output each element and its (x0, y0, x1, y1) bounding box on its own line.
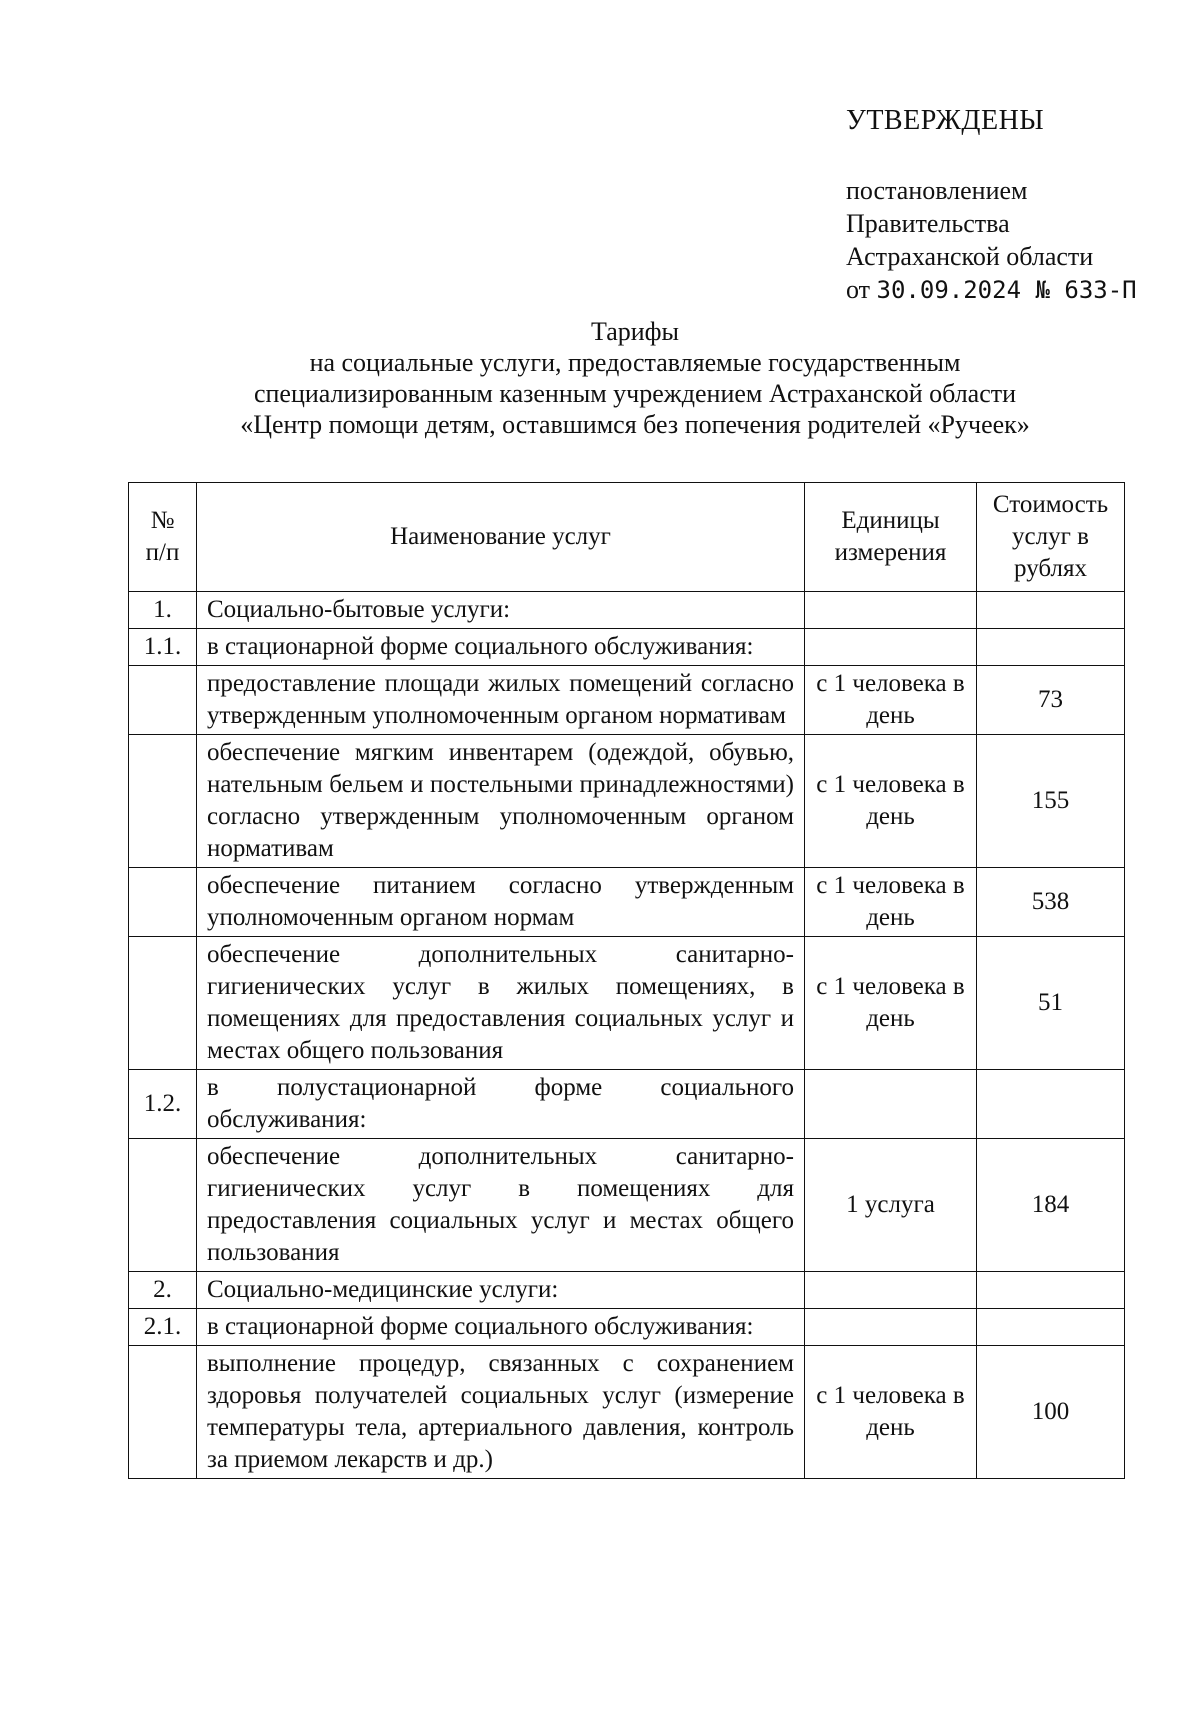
cell-price: 51 (977, 937, 1125, 1070)
cell-price (977, 1070, 1125, 1139)
cell-price: 73 (977, 666, 1125, 735)
cell-num: 2. (129, 1272, 197, 1309)
cell-unit: с 1 человека в день (805, 1346, 977, 1479)
cell-unit: с 1 человека в день (805, 735, 977, 868)
cell-name: Социально-бытовые услуги: (197, 592, 805, 629)
approval-line-region: Астраханской области (846, 242, 1094, 271)
cell-price: 155 (977, 735, 1125, 868)
approval-date-line (846, 273, 1176, 307)
header-num: № п/п (129, 483, 197, 592)
title-line-4: «Центр помощи детям, оставшимся без попечения родителей «Ручеек» (240, 410, 1030, 439)
approval-line-resolution: постановлением (846, 176, 1028, 205)
table-row (129, 1070, 1125, 1139)
cell-unit: с 1 человека в день (805, 937, 977, 1070)
cell-num: 1. (129, 592, 197, 629)
approval-date-prefix: от (846, 275, 871, 304)
cell-unit: с 1 человека в день (805, 666, 977, 735)
header-unit: Единицы измерения (805, 483, 977, 592)
cell-name: обеспечение дополнительных санитарно-гигиенических услуг в жилых помещениях, в помещениях для предоставления социальных услуг и местах общего пользования (197, 937, 805, 1070)
cell-unit: с 1 человека в день (805, 868, 977, 937)
cell-price (977, 1272, 1125, 1309)
cell-unit (805, 1272, 977, 1309)
table-row (129, 592, 1125, 629)
cell-name: выполнение процедур, связанных с сохранением здоровья получателей социальных услуг (измерение температуры тела, артериального давления, контроль за приемом лекарств и др.) (197, 1346, 805, 1479)
approval-heading: УТВЕРЖДЕНЫ (846, 105, 1045, 136)
table-row (129, 629, 1125, 666)
table-row (129, 937, 1125, 1070)
cell-price: 100 (977, 1346, 1125, 1479)
title-line-2: на социальные услуги, предоставляемые государственным (309, 348, 961, 377)
cell-name: предоставление площади жилых помещений согласно утвержденным уполномоченным органом нормативам (197, 666, 805, 735)
header-name: Наименование услуг (197, 483, 805, 592)
cell-price: 184 (977, 1139, 1125, 1272)
table-row (129, 1139, 1125, 1272)
cell-num (129, 937, 197, 1070)
header-price: Стоимость услуг в рублях (977, 483, 1125, 592)
cell-name: в стационарной форме социального обслуживания: (197, 1309, 805, 1346)
approval-line-government: Правительства (846, 209, 1010, 238)
approval-date-stamp: 30.09.2024 № 633-П (876, 276, 1137, 304)
table-row (129, 735, 1125, 868)
table-row (129, 1346, 1125, 1479)
cell-num: 1.1. (129, 629, 197, 666)
cell-name: обеспечение питанием согласно утвержденным уполномоченным органом нормам (197, 868, 805, 937)
cell-unit (805, 592, 977, 629)
cell-name: обеспечение дополнительных санитарно-гигиенических услуг в помещениях для предоставления социальных услуг и местах общего пользования (197, 1139, 805, 1272)
table-row (129, 1309, 1125, 1346)
table-row (129, 1272, 1125, 1309)
cell-unit (805, 1309, 977, 1346)
cell-price (977, 1309, 1125, 1346)
cell-num (129, 1139, 197, 1272)
cell-name: Социально-медицинские услуги: (197, 1272, 805, 1309)
table-row (129, 666, 1125, 735)
cell-price (977, 629, 1125, 666)
cell-num (129, 735, 197, 868)
cell-name: обеспечение мягким инвентарем (одеждой, обувью, нательным бельем и постельными принадлежностями) согласно утвержденным уполномоченным органом нормативам (197, 735, 805, 868)
title-line-3: специализированным казенным учреждением Астраханской области (253, 379, 1017, 408)
approval-block (846, 104, 1176, 307)
document-title (130, 316, 1140, 440)
cell-price (977, 592, 1125, 629)
cell-unit (805, 1070, 977, 1139)
cell-name: в полустационарной форме социального обслуживания: (197, 1070, 805, 1139)
cell-name: в стационарной форме социального обслуживания: (197, 629, 805, 666)
cell-num: 1.2. (129, 1070, 197, 1139)
title-line-1: Тарифы (590, 317, 679, 346)
cell-num: 2.1. (129, 1309, 197, 1346)
cell-unit: 1 услуга (805, 1139, 977, 1272)
cell-num (129, 666, 197, 735)
tariffs-table (128, 482, 1125, 1479)
table-header-row (129, 483, 1125, 592)
cell-num (129, 1346, 197, 1479)
cell-num (129, 868, 197, 937)
table-row (129, 868, 1125, 937)
cell-price: 538 (977, 868, 1125, 937)
cell-unit (805, 629, 977, 666)
